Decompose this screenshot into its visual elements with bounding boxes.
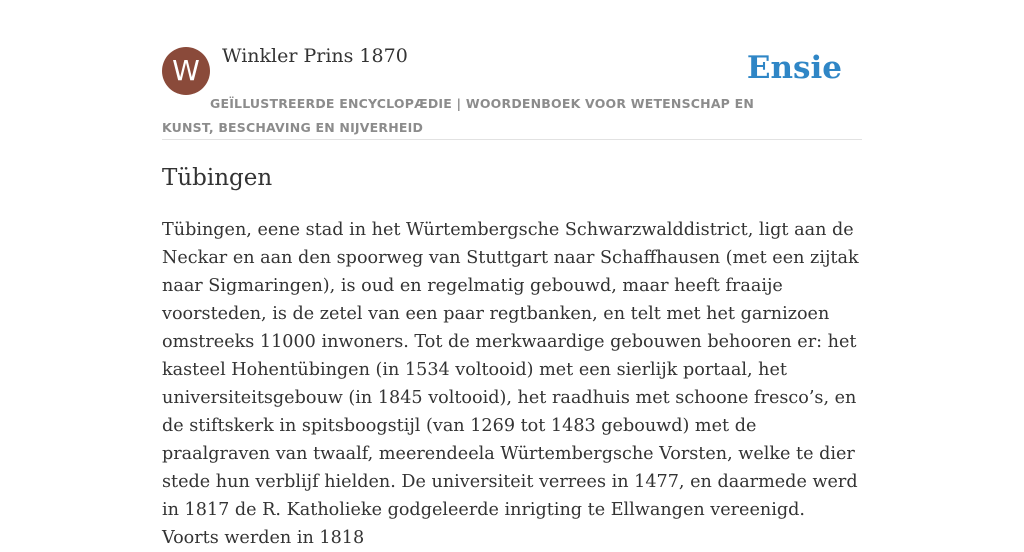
header (162, 0, 862, 140)
header-divider (162, 139, 862, 140)
book-subtitle: GEÏLLUSTREERDE ENCYCLOPÆDIE | WOORDENBOEK VOOR WETENSCHAP EN KUNST, BESCHAVING EN NIJVERHEID (162, 96, 755, 135)
page (162, 0, 862, 548)
entry-body: Tübingen, eene stad in het Würtembergsche Schwarzwalddistrict, ligt aan de Neckar en aan den spoorweg van Stuttgart naar Schaffhausen (met een zijtak naar Sigmaringen), is oud en regelmatig gebouwd, maar heeft fraaije voorsteden, is de zetel van een paar regtbanken, en telt met het garnizoen omstreeks 11000 inwoners. Tot de merkwaardige gebouwen behooren er: het kasteel Hohentübingen (in 1534 voltooid) met een sierlijk portaal, het universiteitsgebouw (in 1845 voltooid), het raadhuis met schoone fresco’s, en de stiftskerk in spitsboogstijl (van 1269 tot 1483 gebouwd) met de praalgraven van twaalf, meerendeela Würtembergsche Vorsten, welke te dier stede hun verblijf hielden. De universiteit verrees in 1477, en daarmede werd in 1817 de R. Katholieke godgeleerde inrigting te Ellwangen vereenigd. Voorts werden in 1818 (162, 220, 859, 548)
book-title-link[interactable]: Winkler Prins 1870 (222, 45, 408, 67)
entry-title: Tübingen (162, 165, 273, 191)
ensie-logo[interactable]: Ensie (746, 50, 842, 86)
book-avatar[interactable]: W (162, 47, 210, 95)
